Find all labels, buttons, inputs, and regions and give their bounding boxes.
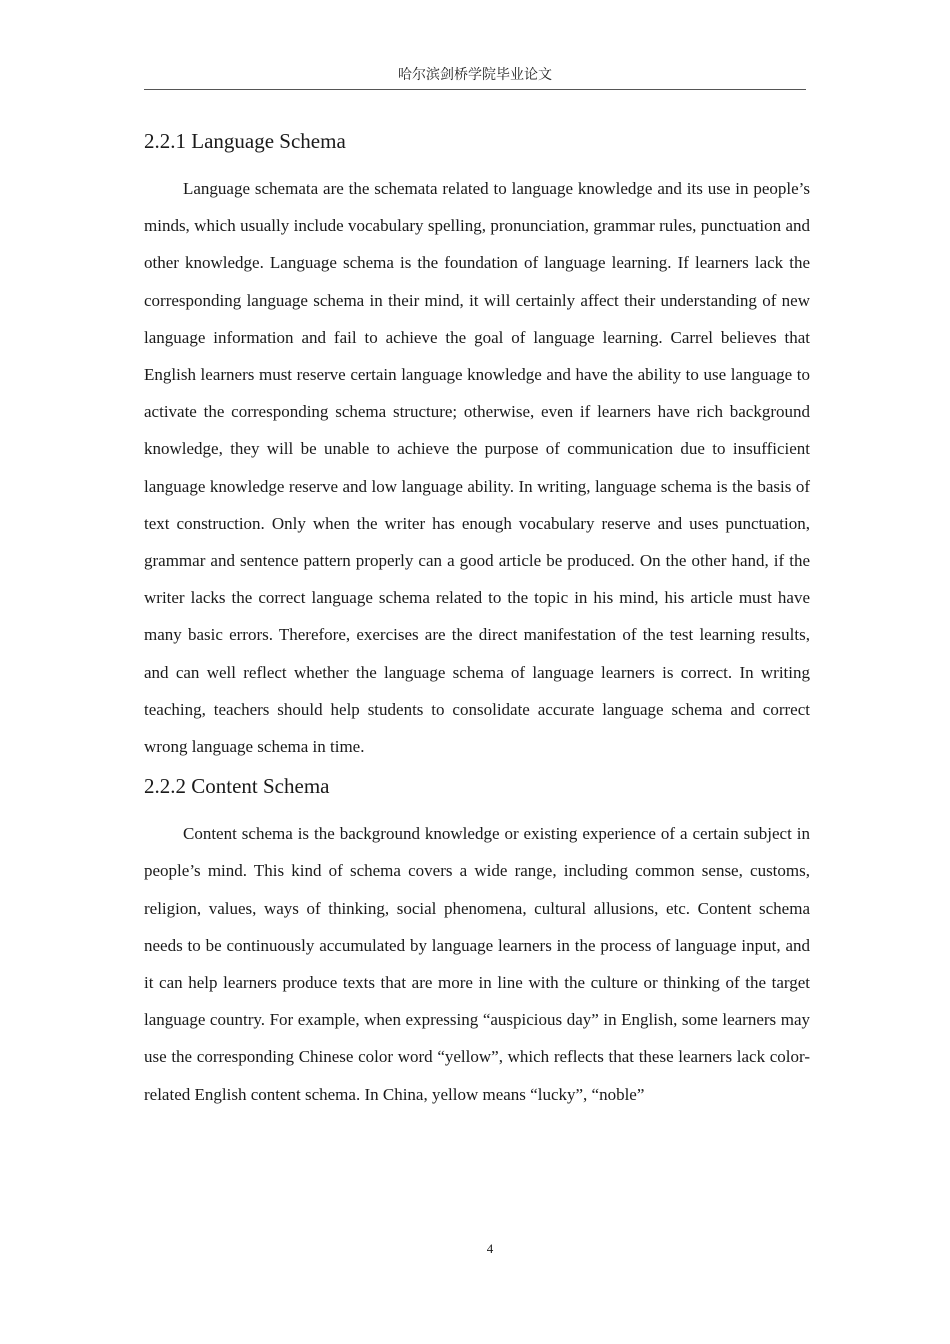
document-body: [144, 122, 810, 1113]
header-divider: [144, 89, 806, 90]
paragraph-language-schema: Language schemata are the schemata related to language knowledge and its use in people’s minds, which usually include vocabulary spelling, pronunciation, grammar rules, punctuation and other knowledge. Language schema is the foundation of language learning. If learners lack the corresponding language schema in their mind, it will certainly affect their understanding of new language information and fail to achieve the goal of language learning. Carrel believes that English learners must reserve certain language knowledge and have the ability to use language to activate the corresponding schema structure; otherwise, even if learners have rich background knowledge, they will be unable to achieve the purpose of communication due to insufficient language knowledge reserve and low language ability. In writing, language schema is the basis of text construction. Only when the writer has enough vocabulary reserve and uses punctuation, grammar and sentence pattern properly can a good article be produced. On the other hand, if the writer lacks the correct language schema related to the topic in his mind, his article must have many basic errors. Therefore, exercises are the direct manifestation of the test learning results, and can well reflect whether the language schema of language learners is correct. In writing teaching, teachers should help students to consolidate accurate language schema and correct wrong language schema in time.: [144, 179, 810, 757]
paragraph-content-schema: Content schema is the background knowledge or existing experience of a certain subject in people’s mind. This kind of schema covers a wide range, including common sense, customs, religion, values, ways of thinking, social phenomena, cultural allusions, etc. Content schema needs to be continuously accumulated by language learners in the process of language input, and it can help learners produce texts that are more in line with the culture or thinking of the target language country. For example, when expressing “auspicious day” in English, some learners may use the corresponding Chinese color word “yellow”, which reflects that these learners lack color-related English content schema. In China, yellow means “lucky”, “noble”: [144, 824, 810, 1104]
section-heading-language-schema: 2.2.1 Language Schema: [144, 129, 346, 153]
section-heading-content-schema: 2.2.2 Content Schema: [144, 774, 330, 799]
page-header-title: 哈尔滨剑桥学院毕业论文: [398, 68, 552, 83]
page-number: 4: [486, 1241, 494, 1256]
